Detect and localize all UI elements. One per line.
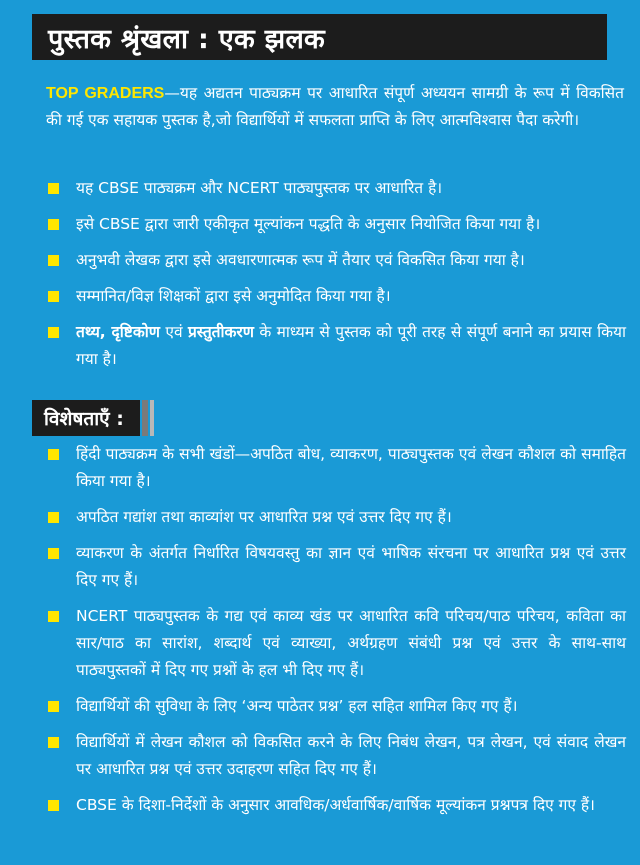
features-heading-box xyxy=(32,400,140,436)
list-item: अनुभवी लेखक द्वारा इसे अवधारणात्मक रूप में तैयार एवं विकसित किया गया है। xyxy=(46,247,626,274)
bullet-square-icon xyxy=(48,219,59,230)
list-item: सम्मानित/विज्ञ शिक्षकों द्वारा इसे अनुमोदित किया गया है। xyxy=(46,283,626,310)
intro-text: —यह अद्यतन पाठ्यक्रम पर आधारित संपूर्ण अध्ययन सामग्री के रूप में विकसित की गई एक सहायक पुस्तक है,जो विद्यार्थियों में सफलता प्राप्ति के लिए आत्मविश्वास पैदा करेगी। xyxy=(46,84,624,129)
list-item: NCERT पाठ्यपुस्तक के गद्य एवं काव्य खंड पर आधारित कवि परिचय/पाठ परिचय, कविता का सार/पाठ का सारांश, शब्दार्थ एवं व्याख्या, अर्थग्रहण संबंधी प्रश्न एवं उत्तर के साथ-साथ पाठ्यपुस्तकों में दिए गए प्रश्नों के हल भी दिए गए हैं। xyxy=(46,603,626,684)
bullet-square-icon xyxy=(48,512,59,523)
bullet-square-icon xyxy=(48,327,59,338)
heading-stripe-dark xyxy=(142,400,148,436)
features-list xyxy=(46,441,626,828)
list-item: विद्यार्थियों की सुविधा के लिए ‘अन्य पाठेतर प्रश्न’ हल सहित शामिल किए गए हैं। xyxy=(46,693,626,720)
bullet-square-icon xyxy=(48,548,59,559)
list-item: अपठित गद्यांश तथा काव्यांश पर आधारित प्रश्न एवं उत्तर दिए गए हैं। xyxy=(46,504,626,531)
heading-stripe-light xyxy=(150,400,154,436)
page-title: पुस्तक श्रृंखला : एक झलक xyxy=(48,23,326,55)
bullet-square-icon xyxy=(48,737,59,748)
bullet-square-icon xyxy=(48,255,59,266)
title-bar xyxy=(32,14,607,60)
list-item: हिंदी पाठ्यक्रम के सभी खंडों—अपठित बोध, व्याकरण, पाठ्यपुस्तक एवं लेखन कौशल को समाहित किया गया है। xyxy=(46,441,626,495)
bullet-square-icon xyxy=(48,800,59,811)
bullet-square-icon xyxy=(48,183,59,194)
highlights-list xyxy=(46,175,626,382)
bullet-square-icon xyxy=(48,449,59,460)
list-item: इसे CBSE द्वारा जारी एकीकृत मूल्यांकन पद्धति के अनुसार नियोजित किया गया है। xyxy=(46,211,626,238)
bullet-square-icon xyxy=(48,611,59,622)
features-heading xyxy=(32,400,154,436)
list-item: व्याकरण के अंतर्गत निर्धारित विषयवस्तु का ज्ञान एवं भाषिक संरचना पर आधारित प्रश्न एवं उत्तर दिए गए हैं। xyxy=(46,540,626,594)
list-item: विद्यार्थियों में लेखन कौशल को विकसित करने के लिए निबंध लेखन, पत्र लेखन, एवं संवाद लेखन पर आधारित प्रश्न एवं उत्तर उदाहरण सहित दिए गए हैं। xyxy=(46,729,626,783)
features-title: विशेषताएँ : xyxy=(44,408,124,430)
brand-name: TOP GRADERS xyxy=(46,85,165,102)
intro-paragraph xyxy=(46,80,624,134)
list-item: यह CBSE पाठ्यक्रम और NCERT पाठ्यपुस्तक पर आधारित है। xyxy=(46,175,626,202)
list-item: तथ्य, दृष्टिकोण एवं प्रस्तुतीकरण के माध्यम से पुस्तक को पूरी तरह से संपूर्ण बनाने का प्रयास किया गया है। xyxy=(46,319,626,373)
bullet-square-icon xyxy=(48,291,59,302)
list-item: CBSE के दिशा-निर्देशों के अनुसार आवधिक/अर्धवार्षिक/वार्षिक मूल्यांकन प्रश्नपत्र दिए गए हैं। xyxy=(46,792,626,819)
bullet-square-icon xyxy=(48,701,59,712)
